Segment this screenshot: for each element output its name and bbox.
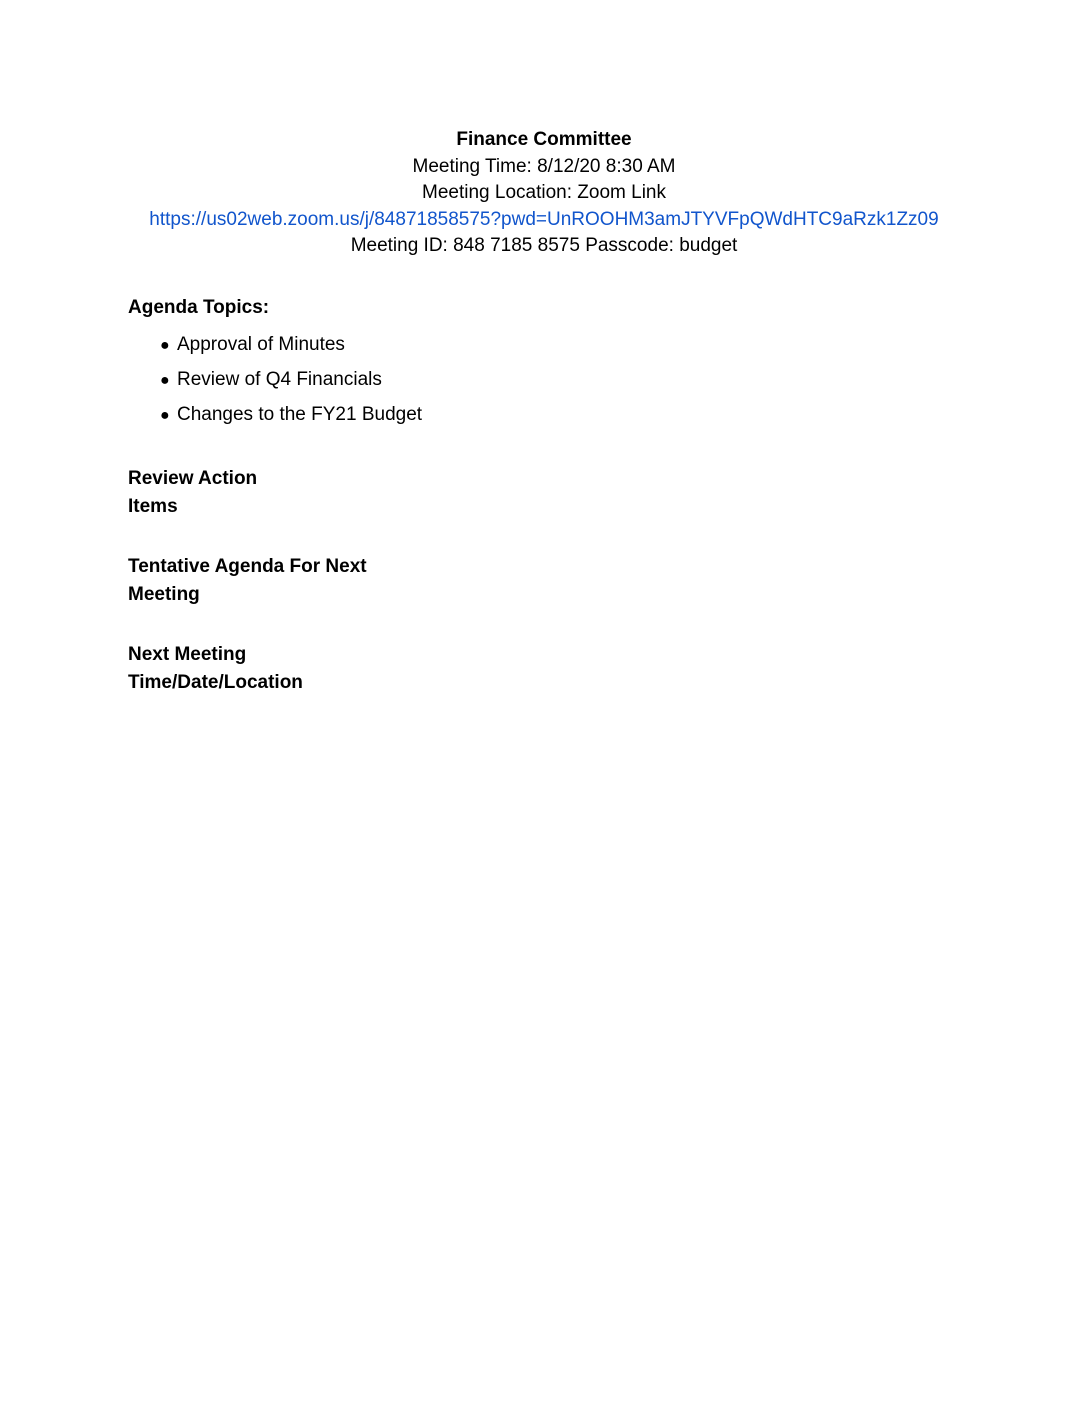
- zoom-link[interactable]: https://us02web.zoom.us/j/84871858575?pwd=UnROOHM3amJTYVFpQWdHTC9aRzk1Zz09: [149, 208, 939, 230]
- agenda-heading: Agenda Topics:: [128, 297, 270, 318]
- agenda-content: [128, 294, 948, 697]
- agenda-item-label: Changes to the FY21 Budget: [177, 404, 423, 425]
- list-item: [160, 363, 948, 398]
- review-action-items-heading: [128, 465, 948, 521]
- agenda-item-label: Approval of Minutes: [177, 334, 345, 355]
- heading-line: Meeting: [128, 584, 200, 605]
- list-item: [160, 328, 948, 363]
- heading-line: Tentative Agenda For Next: [128, 556, 367, 577]
- tentative-agenda-heading: [128, 553, 948, 609]
- agenda-item-label: Review of Q4 Financials: [177, 369, 382, 390]
- heading-line: Items: [128, 496, 178, 517]
- meeting-location: Meeting Location: Zoom Link: [422, 182, 666, 203]
- next-meeting-heading: [128, 641, 948, 697]
- heading-line: Time/Date/Location: [128, 672, 303, 693]
- bullet-icon: ●: [160, 337, 170, 354]
- agenda-list: [128, 328, 948, 433]
- meeting-time: Meeting Time: 8/12/20 8:30 AM: [412, 155, 676, 177]
- list-item: [160, 398, 948, 433]
- heading-line: Next Meeting: [128, 644, 247, 665]
- meeting-header: [0, 127, 1088, 260]
- committee-title: Finance Committee: [456, 129, 632, 150]
- bullet-icon: ●: [160, 407, 170, 424]
- bullet-icon: ●: [160, 372, 170, 389]
- meeting-id: Meeting ID: 848 7185 8575 Passcode: budget: [350, 235, 738, 256]
- heading-line: Review Action: [128, 468, 258, 489]
